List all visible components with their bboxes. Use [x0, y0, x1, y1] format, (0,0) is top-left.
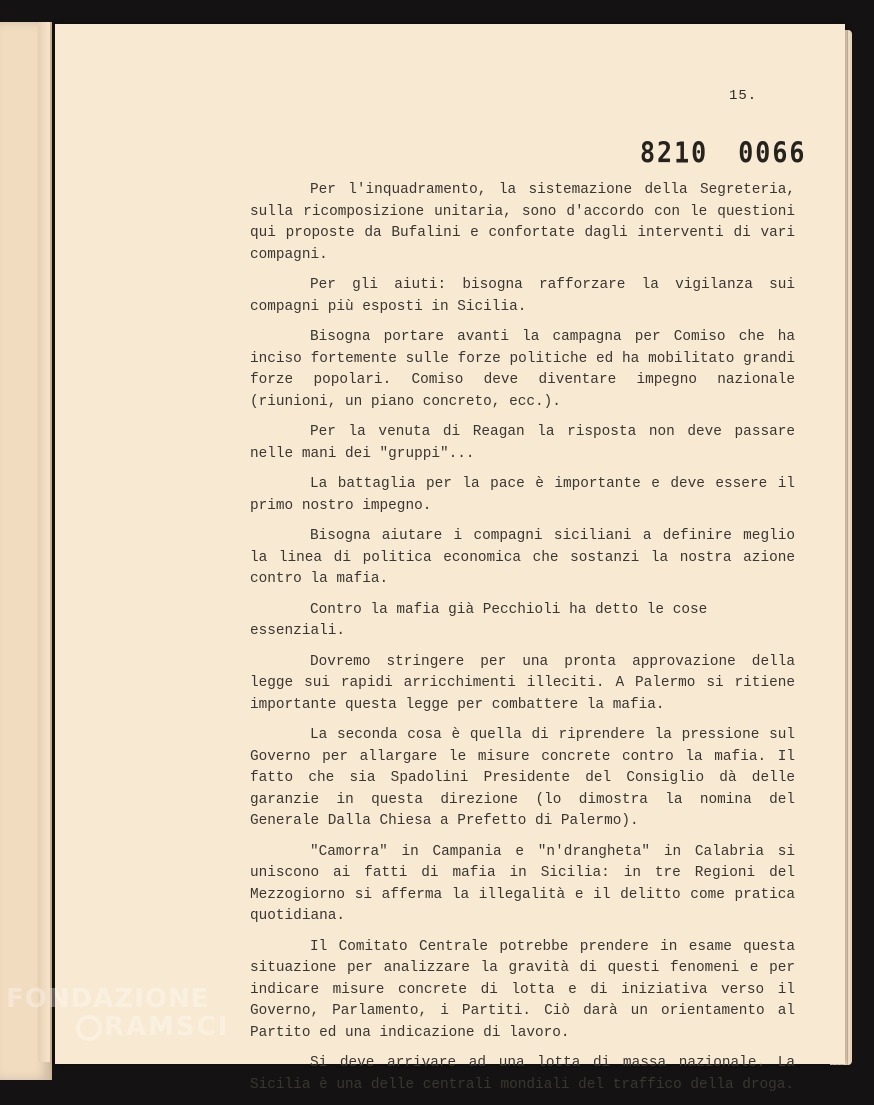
document-body	[250, 180, 795, 1105]
watermark-line-1: FONDAZIONE	[6, 984, 210, 1014]
paragraph: Il Comitato Centrale potrebbe prendere in esame questa situazione per analizzare la gravità di questi fenomeni e per indicare misure concrete di lotta e di iniziativa verso il Governo, Parlamento, i Partiti. Ciò darà un orientamento al Partito ed una indicazione di lavoro.	[250, 938, 795, 1041]
archive-code: 8210	[640, 135, 709, 170]
paragraph: Dovremo stringere per una pronta approvazione della legge sui rapidi arricchimenti illeciti. A Palermo si ritiene importante questa legge per combattere la mafia.	[250, 653, 795, 713]
paragraph: Per l'inquadramento, la sistemazione della Segreteria, sulla ricomposizione unitaria, sono d'accordo con le questioni qui proposte da Bufalini e confortate dagli interventi di vari compagni.	[250, 182, 795, 263]
fondazione-gramsci-watermark	[6, 985, 230, 1041]
g-logo-icon	[76, 1015, 102, 1041]
paragraph: La battaglia per la pace è importante e deve essere il primo nostro impegno.	[250, 476, 795, 514]
paragraph: Per gli aiuti: bisogna rafforzare la vigilanza sui compagni più esposti in Sicilia.	[250, 277, 795, 315]
paragraph: Bisogna aiutare i compagni siciliani a definire meglio la linea di politica economica che sostanzi la nostra azione contro la mafia.	[250, 528, 795, 587]
archive-code: 0066	[738, 135, 807, 170]
book-gutter	[38, 22, 50, 1062]
watermark-line-2-text: RAMSCI	[104, 1012, 230, 1042]
archive-stamp	[640, 136, 836, 169]
paragraph: La seconda cosa è quella di riprendere la pressione sul Governo per allargare le misure concrete contro la mafia. Il fatto che sia Spadolini Presidente del Consiglio dà delle garanzie in questa direzione (lo dimostra la nomina del Generale Dalla Chiesa a Prefetto di Palermo).	[250, 727, 795, 829]
page-number: 15.	[729, 88, 758, 104]
paragraph: Contro la mafia già Pecchioli ha detto le cose essenziali.	[250, 601, 708, 639]
paragraph: Si deve arrivare ad una lotta di massa nazionale. La Sicilia è una delle centrali mondiali del traffico della droga.	[250, 1055, 795, 1093]
paragraph: "Camorra" in Campania e "n'drangheta" in Calabria si uniscono ai fatti di mafia in Sicilia: in tre Regioni del Mezzogiorno si afferma la illegalità e il delitto come pratica quotidiana.	[250, 843, 795, 924]
paragraph: Bisogna portare avanti la campagna per Comiso che ha inciso fortemente sulle forze politiche ed ha mobilitato grandi forze popolari. Comiso deve diventare impegno nazionale (riunioni, un piano concreto, ecc.).	[250, 329, 795, 410]
paragraph: Per la venuta di Reagan la risposta non deve passare nelle mani dei "gruppi"...	[250, 424, 795, 462]
watermark-line-2	[6, 1013, 230, 1041]
